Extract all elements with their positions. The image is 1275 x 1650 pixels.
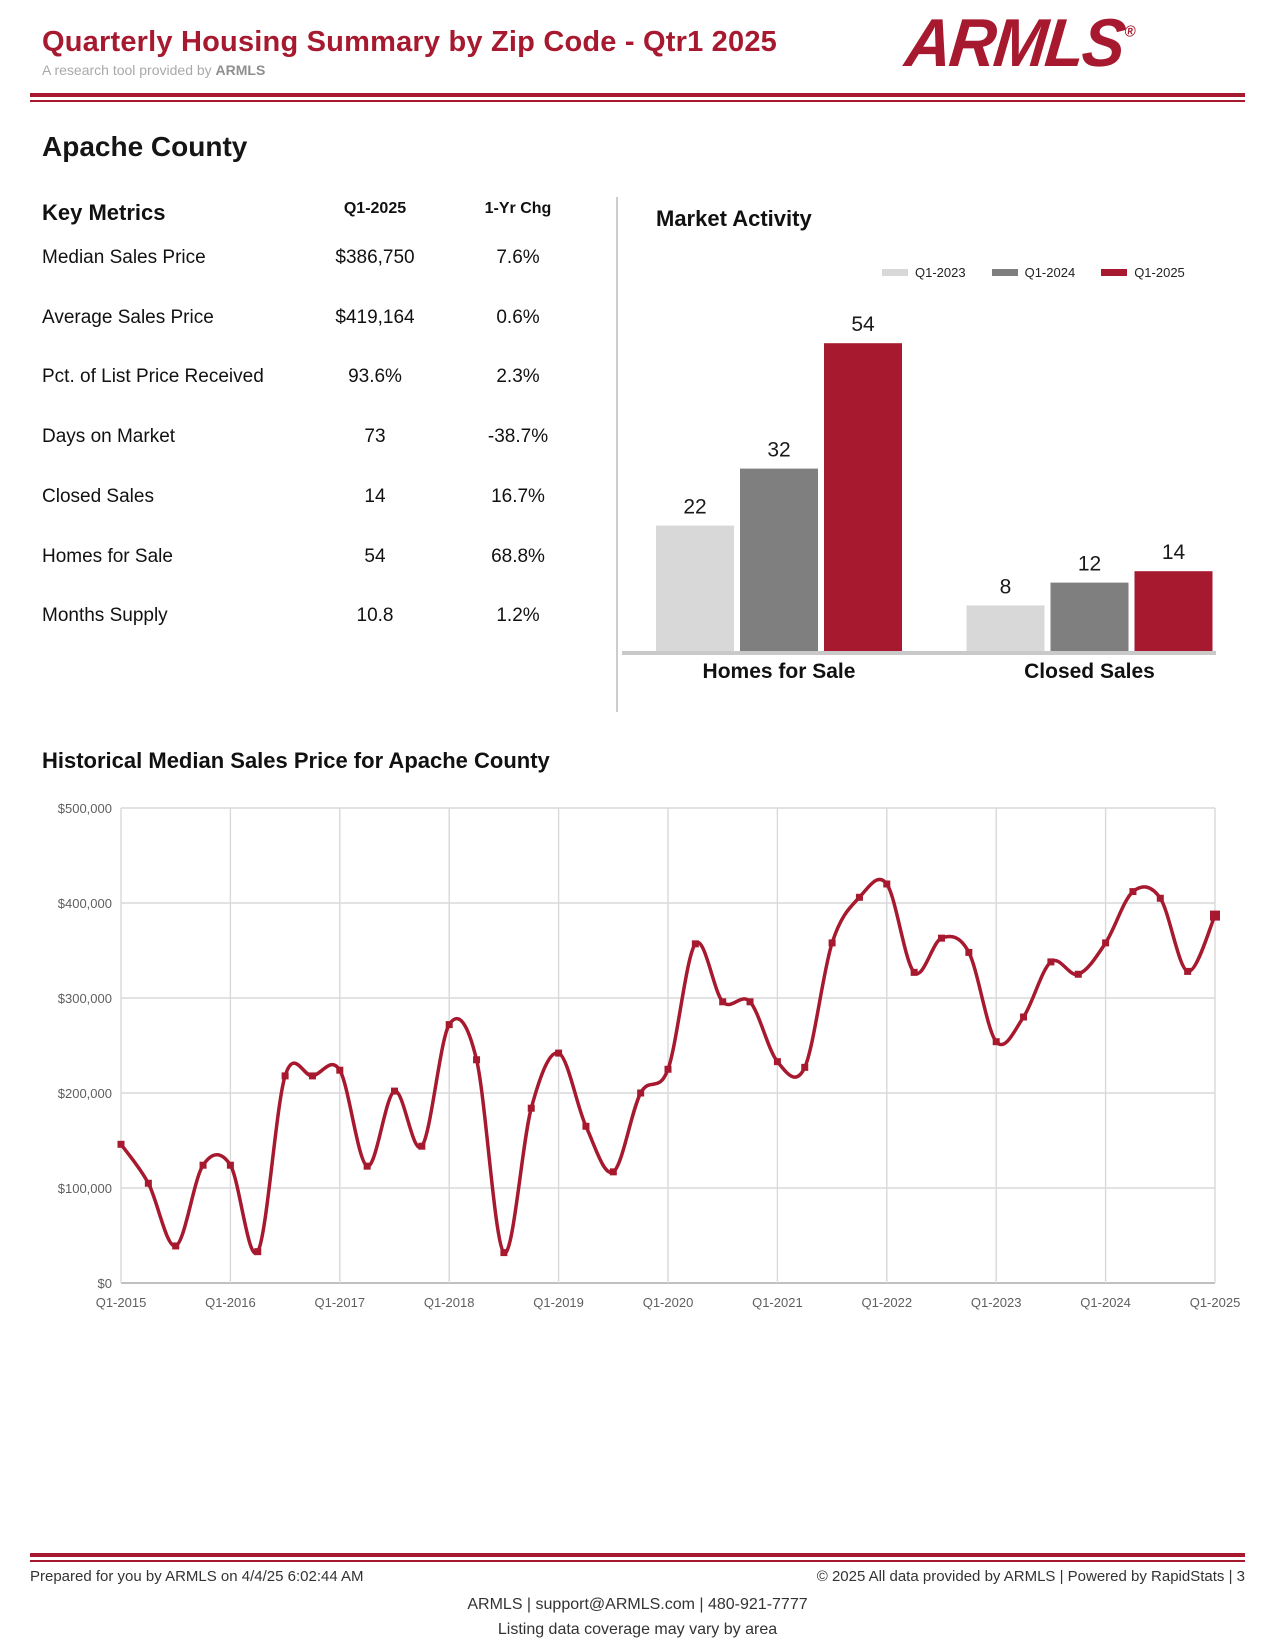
bar-Q1-2024 — [740, 469, 818, 651]
metric-value: 14 — [364, 485, 386, 507]
historical-chart-title: Historical Median Sales Price for Apache County — [42, 748, 550, 773]
x-tick-label: Q1-2024 — [1080, 1295, 1131, 1310]
data-point-marker — [418, 1143, 425, 1150]
bar-category-label: Homes for Sale — [702, 660, 856, 683]
metric-row — [42, 486, 582, 512]
bar-chart-baseline — [622, 651, 1216, 655]
data-point-marker — [829, 939, 836, 946]
market-activity-legend — [882, 265, 1185, 280]
data-point-marker — [582, 1123, 589, 1130]
metric-change: 7.6% — [496, 247, 540, 268]
key-metrics-table — [42, 195, 582, 655]
bar-Q1-2024 — [1051, 583, 1129, 651]
data-point-marker — [309, 1072, 316, 1079]
registered-mark: ® — [1123, 22, 1137, 41]
legend-item — [882, 265, 966, 280]
bar-Q1-2025 — [824, 343, 902, 651]
metric-row — [42, 247, 582, 273]
x-tick-label: Q1-2025 — [1189, 1295, 1241, 1310]
footer-rule-thin — [30, 1560, 1245, 1562]
y-tick-label: $200,000 — [57, 1086, 112, 1101]
bar-value-label: 12 — [1077, 552, 1102, 576]
data-point-marker — [938, 935, 945, 942]
x-tick-label: Q1-2015 — [95, 1295, 147, 1310]
x-tick-label: Q1-2018 — [423, 1295, 475, 1310]
subtitle-text: A research tool provided by — [42, 62, 216, 78]
data-point-marker — [200, 1162, 207, 1169]
data-point-marker — [801, 1064, 808, 1071]
data-point-marker — [364, 1163, 371, 1170]
metric-value: $386,750 — [335, 247, 415, 268]
metric-change: 2.3% — [496, 366, 540, 388]
header-rule-thin — [30, 100, 1245, 102]
page-subtitle — [42, 62, 265, 78]
bar-Q1-2025 — [1135, 571, 1213, 651]
metric-label: Average Sales Price — [42, 306, 214, 328]
y-tick-label: $100,000 — [57, 1181, 112, 1196]
legend-swatch — [1101, 269, 1127, 276]
armls-logo — [902, 4, 1160, 80]
key-metrics-header — [42, 200, 582, 226]
metric-row — [42, 307, 582, 333]
legend-label: Q1-2025 — [1134, 265, 1185, 280]
metric-change: -38.7% — [487, 426, 549, 448]
historical-line-chart — [20, 760, 1265, 1345]
metric-change: 68.8% — [491, 545, 545, 567]
data-point-marker — [883, 881, 890, 888]
legend-item — [1101, 265, 1185, 280]
data-point-marker — [118, 1141, 125, 1148]
footer-contact: ARMLS | support@ARMLS.com | 480-921-7777 — [467, 1596, 808, 1613]
x-tick-label: Q1-2020 — [642, 1295, 694, 1310]
market-activity-title: Market Activity — [656, 206, 812, 231]
y-tick-label: $0 — [97, 1276, 112, 1291]
data-point-marker — [172, 1242, 179, 1249]
metric-value: 10.8 — [356, 605, 394, 627]
y-tick-label: $300,000 — [57, 991, 112, 1006]
data-point-marker — [719, 998, 726, 1005]
x-tick-label: Q1-2016 — [205, 1295, 256, 1310]
footer-rule-thick — [30, 1553, 1245, 1557]
bar-value-label: 14 — [1161, 541, 1186, 565]
data-point-marker — [1129, 888, 1136, 895]
data-point-marker — [993, 1038, 1000, 1045]
data-point-marker — [1210, 911, 1220, 921]
x-tick-label: Q1-2017 — [314, 1295, 366, 1310]
data-point-marker — [500, 1249, 507, 1256]
legend-label: Q1-2024 — [1024, 265, 1076, 280]
data-point-marker — [528, 1105, 535, 1112]
footer-copyright: © 2025 All data provided by ARMLS | Powered by RapidStats | 3 — [816, 1568, 1245, 1585]
data-point-marker — [1020, 1014, 1027, 1021]
bar-value-label: 8 — [999, 575, 1012, 599]
metric-label: Homes for Sale — [42, 545, 173, 567]
page-title: Quarterly Housing Summary by Zip Code - Qtr1 2025 — [42, 26, 777, 58]
data-point-marker — [1075, 971, 1082, 978]
bar-value-label: 22 — [683, 495, 707, 519]
data-point-marker — [1102, 939, 1109, 946]
subtitle-brand: ARMLS — [215, 62, 266, 78]
metric-change: 16.7% — [491, 485, 545, 507]
data-point-marker — [282, 1072, 289, 1079]
data-point-marker — [254, 1248, 261, 1255]
data-point-marker — [692, 940, 699, 947]
section-divider — [616, 197, 618, 712]
metric-label: Pct. of List Price Received — [42, 366, 264, 388]
county-title: Apache County — [42, 131, 248, 162]
x-tick-label: Q1-2019 — [533, 1295, 584, 1310]
data-point-marker — [1047, 958, 1054, 965]
legend-swatch — [992, 269, 1018, 276]
key-metrics-title: Key Metrics — [42, 200, 166, 225]
data-point-marker — [856, 894, 863, 901]
metric-value: 73 — [364, 426, 386, 448]
footer-prepared: Prepared for you by ARMLS on 4/4/25 6:02:44 AM — [30, 1568, 364, 1585]
data-point-marker — [911, 969, 918, 976]
data-point-marker — [473, 1056, 480, 1063]
metric-value: $419,164 — [335, 306, 415, 328]
data-point-marker — [227, 1162, 234, 1169]
data-point-marker — [747, 998, 754, 1005]
data-point-marker — [965, 949, 972, 956]
bar-category-label: Closed Sales — [1024, 660, 1155, 683]
data-point-marker — [446, 1021, 453, 1028]
market-activity-bar-chart — [620, 280, 1220, 710]
metric-value: 93.6% — [348, 366, 402, 388]
y-tick-label: $500,000 — [57, 801, 112, 816]
bar-value-label: 54 — [851, 313, 875, 337]
x-tick-label: Q1-2021 — [752, 1295, 803, 1310]
armls-logo-text: ARMLS — [901, 4, 1128, 82]
metric-row — [42, 426, 582, 452]
legend-swatch — [882, 269, 908, 276]
x-tick-label: Q1-2022 — [861, 1295, 913, 1310]
metric-value: 54 — [364, 545, 386, 567]
bar-Q1-2023 — [656, 526, 734, 651]
column-header-change: 1-Yr Chg — [484, 200, 552, 217]
data-point-marker — [555, 1050, 562, 1057]
data-point-marker — [1157, 895, 1164, 902]
data-point-marker — [391, 1088, 398, 1095]
x-tick-label: Q1-2023 — [970, 1295, 1022, 1310]
metric-change: 0.6% — [496, 306, 540, 328]
data-point-marker — [145, 1180, 152, 1187]
data-point-marker — [336, 1067, 343, 1074]
metric-row — [42, 546, 582, 572]
footer-coverage-note: Listing data coverage may vary by area — [497, 1621, 778, 1638]
metric-label: Days on Market — [42, 426, 176, 448]
legend-label: Q1-2023 — [915, 265, 966, 280]
data-point-marker — [637, 1090, 644, 1097]
data-point-marker — [1184, 968, 1191, 975]
metric-label: Months Supply — [42, 605, 168, 627]
metric-label: Median Sales Price — [42, 247, 206, 268]
metric-row — [42, 366, 582, 392]
bar-value-label: 32 — [767, 438, 791, 462]
column-header-period: Q1-2025 — [343, 200, 407, 217]
metric-label: Closed Sales — [42, 485, 154, 507]
data-point-marker — [610, 1168, 617, 1175]
legend-item — [992, 265, 1076, 280]
bar-Q1-2023 — [967, 605, 1045, 651]
data-point-marker — [774, 1058, 781, 1065]
metric-change: 1.2% — [496, 605, 540, 627]
metric-row — [42, 605, 582, 631]
y-tick-label: $400,000 — [57, 896, 112, 911]
header-rule-thick — [30, 93, 1245, 97]
data-point-marker — [665, 1066, 672, 1073]
